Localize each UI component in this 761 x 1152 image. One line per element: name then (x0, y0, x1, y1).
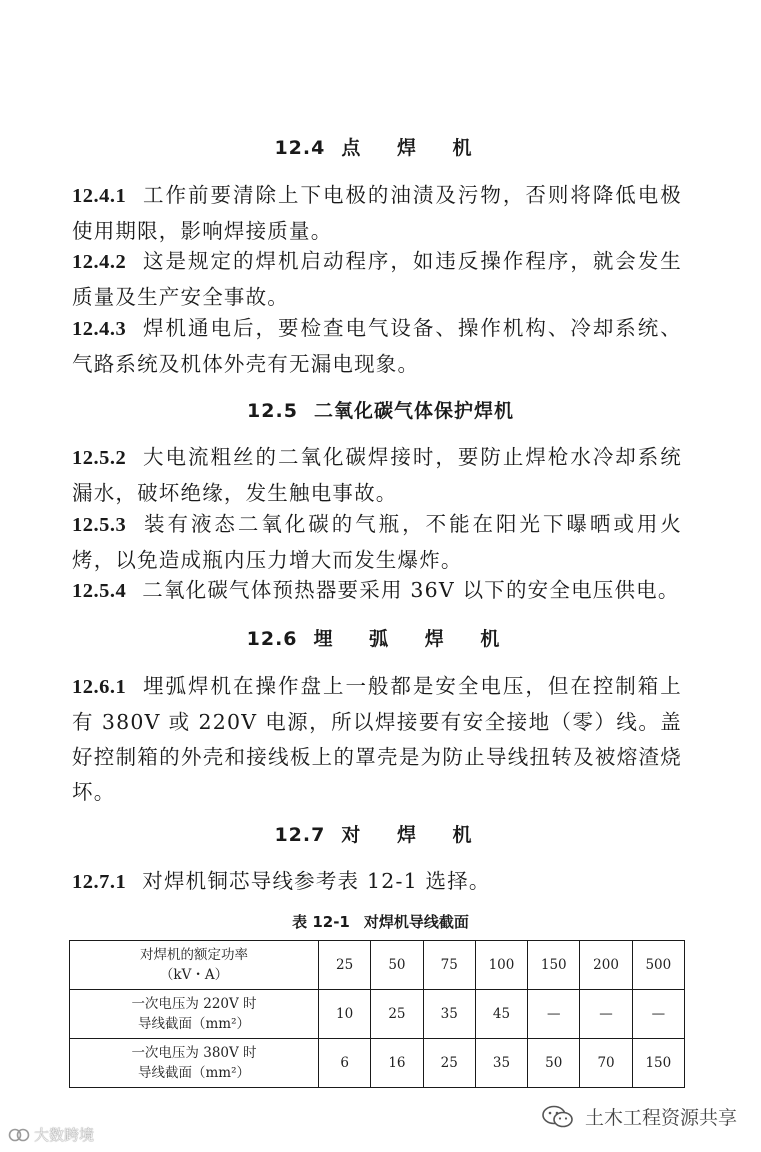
row-header: 一次电压为 380V 时 导线截面（mm²） (70, 1039, 319, 1088)
paragraph-number: 12.4.3 (72, 318, 127, 340)
paragraph-text: 二氧化碳气体预热器要采用 36V 以下的安全电压供电。 (142, 578, 680, 602)
section-title: 二氧化碳气体保护焊机 (313, 400, 514, 422)
table-cell: 50 (371, 941, 423, 990)
table-caption-title: 对焊机导线截面 (363, 913, 469, 931)
table-cell: 10 (319, 990, 371, 1039)
paragraph-text: 埋弧焊机在操作盘上一般都是安全电压，但在控制箱上有 380V 或 220V 电源，所以焊接要有安全接地（零）线。盖好控制箱的外壳和接线板上的罩壳是为防止导线扭转及被熔渣烧坏。 (72, 674, 682, 804)
paragraph-number: 12.7.1 (72, 871, 127, 893)
paragraph-number: 12.6.1 (72, 676, 127, 698)
table-cell: 100 (475, 941, 527, 990)
section-number: 12.7 (274, 824, 326, 846)
section-number: 12.4 (274, 137, 326, 159)
paragraph-12-7-1 (72, 864, 682, 900)
conductor-section-table (69, 940, 685, 1088)
corner-watermark (8, 1124, 94, 1145)
table-row (70, 941, 685, 990)
paragraph-text: 对焊机铜芯导线参考表 12-1 选择。 (142, 869, 491, 893)
paragraph-text: 焊机通电后，要检查电气设备、操作机构、冷却系统、气路系统及机体外壳有无漏电现象。 (72, 316, 682, 376)
table-cell: 150 (632, 1039, 684, 1088)
section-number: 12.6 (246, 628, 298, 650)
paragraph-12-6-1 (72, 669, 682, 810)
paragraph-12-5-2 (72, 440, 682, 511)
table-cell: — (528, 990, 580, 1039)
section-number: 12.5 (247, 400, 298, 422)
row-header: 对焊机的额定功率 （kV・A） (70, 941, 319, 990)
paragraph-12-5-4 (72, 573, 682, 609)
section-title: 点 焊 机 (341, 137, 487, 159)
table-row (70, 990, 685, 1039)
paragraph-text: 大电流粗丝的二氧化碳焊接时，要防止焊枪水冷却系统漏水，破坏绝缘，发生触电事故。 (72, 445, 682, 505)
watermark-text: 土木工程资源共享 (584, 1107, 737, 1129)
table-cell: 70 (580, 1039, 632, 1088)
paragraph-text: 这是规定的焊机启动程序，如违反操作程序，就会发生质量及生产安全事故。 (72, 249, 682, 309)
table-cell: 200 (580, 941, 632, 990)
table-cell: 25 (371, 990, 423, 1039)
table-cell: 75 (423, 941, 475, 990)
table-cell: 50 (528, 1039, 580, 1088)
row-header: 一次电压为 220V 时 导线截面（mm²） (70, 990, 319, 1039)
paragraph-number: 12.5.2 (72, 447, 127, 469)
wechat-icon (541, 1105, 575, 1129)
section-heading-12-5 (0, 396, 761, 423)
paragraph-12-5-3 (72, 507, 682, 578)
table-row (70, 1039, 685, 1088)
table-cell: 35 (423, 990, 475, 1039)
section-title: 埋 弧 焊 机 (313, 628, 515, 650)
table-cell: 16 (371, 1039, 423, 1088)
section-title: 对 焊 机 (341, 824, 487, 846)
table-caption-number: 表 12-1 (292, 913, 350, 931)
table-cell: 6 (319, 1039, 371, 1088)
table-cell: — (632, 990, 684, 1039)
table-cell: 25 (423, 1039, 475, 1088)
table-cell: 500 (632, 941, 684, 990)
paragraph-text: 工作前要清除上下电极的油渍及污物，否则将降低电极使用期限，影响焊接质量。 (72, 183, 682, 243)
table-cell: 45 (475, 990, 527, 1039)
paragraph-12-4-3 (72, 311, 682, 382)
logo-icon (8, 1126, 30, 1144)
paragraph-12-4-2 (72, 244, 682, 315)
table-cell: 35 (475, 1039, 527, 1088)
paragraph-text: 装有液态二氧化碳的气瓶，不能在阳光下曝晒或用火烤，以免造成瓶内压力增大而发生爆炸。 (72, 512, 682, 572)
table-cell: — (580, 990, 632, 1039)
paragraph-number: 12.5.4 (72, 580, 127, 602)
table-caption (0, 911, 761, 932)
watermark-text: 大数跨境 (34, 1126, 95, 1144)
paragraph-number: 12.4.2 (72, 251, 127, 273)
paragraph-number: 12.4.1 (72, 185, 127, 207)
section-heading-12-4 (0, 133, 761, 160)
paragraph-number: 12.5.3 (72, 514, 127, 536)
paragraph-12-4-1 (72, 178, 682, 249)
section-heading-12-7 (0, 820, 761, 847)
source-watermark (541, 1103, 737, 1130)
table-cell: 150 (528, 941, 580, 990)
section-heading-12-6 (0, 624, 761, 651)
table-cell: 25 (319, 941, 371, 990)
